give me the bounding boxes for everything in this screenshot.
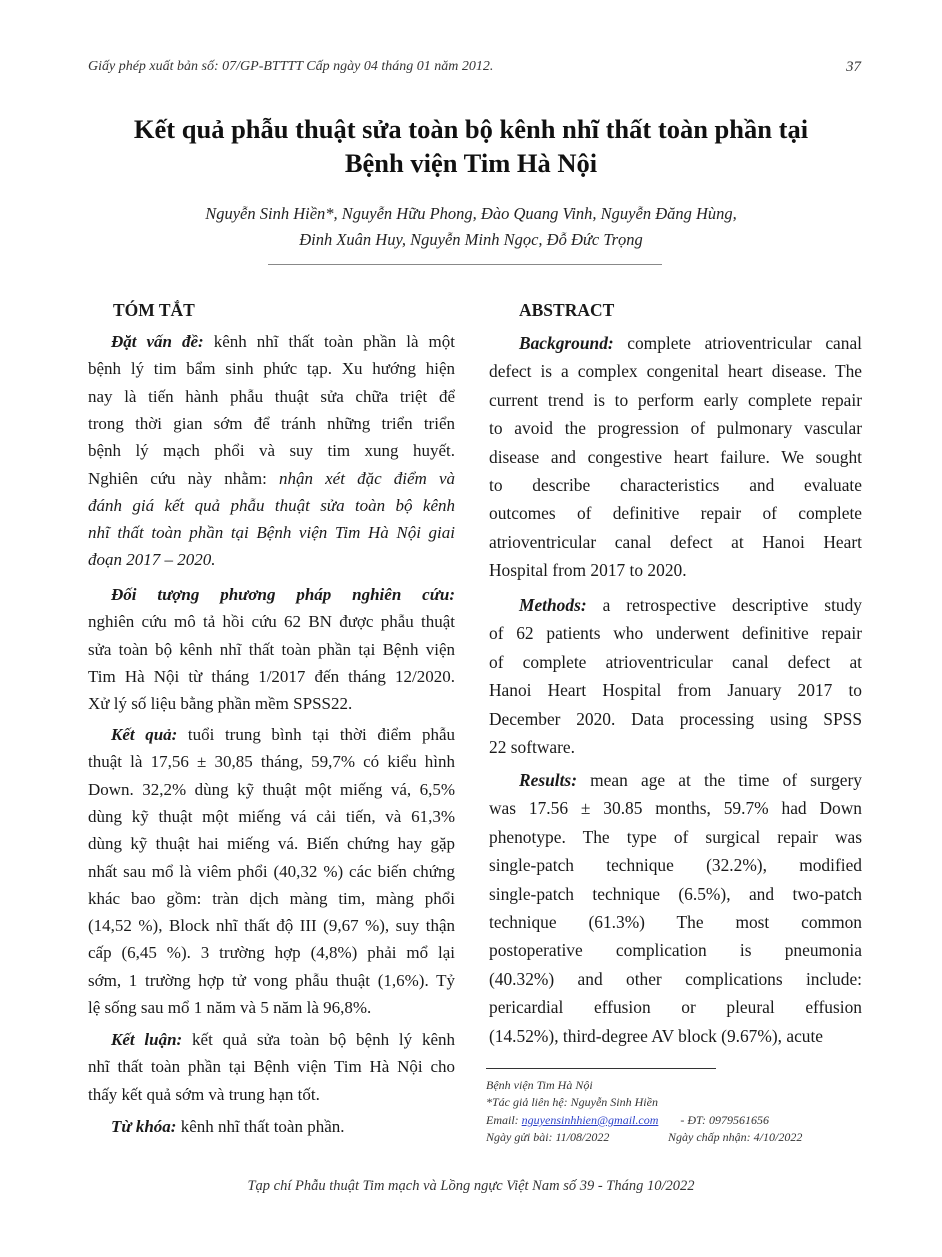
paragraph-line: [489, 389, 862, 411]
text-segment: tuổi trung bình tại thời điểm phẫu: [177, 725, 455, 744]
section-label: Từ khóa:: [111, 1117, 177, 1136]
paragraph-line: [489, 883, 862, 905]
paragraph-line: [88, 942, 455, 964]
paragraph-line: [88, 440, 455, 462]
text-segment: Xử lý số liệu bằng phần mềm SPSS22.: [88, 694, 353, 714]
text-segment: disease and congestive heart failure. We sought: [489, 446, 862, 467]
text-segment: cấp (6,45 %). 3 trường hợp (4,8%) phải mổ lại: [88, 943, 455, 963]
section-label: Kết luận:: [111, 1030, 183, 1049]
paragraph-line: [88, 1084, 455, 1106]
text-segment: defect is a complex congenital heart disease. The: [489, 361, 862, 382]
text-segment: pericardial effusion or pleural effusion: [489, 997, 862, 1018]
paragraph-line: [489, 1025, 862, 1047]
text-segment: a retrospective descriptive study: [586, 595, 862, 615]
paragraph-line: [489, 736, 862, 758]
text-segment: complete atrioventricular canal: [613, 333, 862, 353]
paragraph-line: [489, 417, 862, 439]
text-segment: nay là tiến hành phẫu thuật sửa chữa triệt để: [88, 386, 455, 406]
paragraph-line: [519, 769, 862, 791]
text-segment: mean age at the time of surgery: [576, 770, 862, 790]
journal-footer: Tạp chí Phẫu thuật Tim mạch và Lồng ngực Việt Nam số 39 - Tháng 10/2022: [247, 1178, 695, 1194]
paragraph-line: [88, 358, 455, 380]
paragraph-line: [489, 939, 862, 961]
text-segment: nhất sau mổ là viêm phổi (40,32 %) các biến chứng: [88, 861, 455, 881]
paragraph-line: [489, 679, 862, 701]
text-segment: nhĩ thất toàn phần tại Bệnh viện Tim Hà Nội giai: [88, 523, 455, 543]
text-segment: kênh nhĩ thất toàn phần.: [176, 1117, 345, 1136]
paragraph-line: [489, 559, 862, 581]
text-segment: dùng kỹ thuật một miếng vá cải tiến, và 61,3%: [88, 806, 455, 826]
section-label: Đối tượng phương pháp nghiên cứu:: [111, 585, 455, 604]
footnote-accepted: Ngày chấp nhận: 4/10/2022: [668, 1130, 803, 1144]
authors-line-2: Đinh Xuân Huy, Nguyễn Minh Ngọc, Đỗ Đức Trọng: [299, 230, 643, 249]
section-label: Methods:: [519, 595, 587, 615]
paragraph-line: [489, 826, 862, 848]
text-segment: thuật là 17,56 ± 30,85 tháng, 59,7% có kiểu hình: [88, 752, 455, 772]
article-title-line-1: Kết quả phẫu thuật sửa toàn bộ kênh nhĩ thất toàn phần tại: [133, 114, 809, 144]
paragraph-line: [489, 622, 862, 644]
paragraph-line: [489, 531, 862, 553]
paragraph-line: [88, 970, 455, 992]
paragraph-line: [88, 861, 455, 883]
email-link[interactable]: nguyensinhhien@gmail.com: [521, 1113, 659, 1127]
paragraph-line: [88, 888, 455, 910]
text-segment: (40.32%) and other complications include:: [489, 968, 862, 989]
paragraph-line: [489, 651, 862, 673]
text-segment: sửa toàn bộ kênh nhĩ thất toàn phần tại Bệnh viện: [88, 639, 455, 659]
text-segment: kết quả sửa toàn bộ bệnh lý kênh: [182, 1030, 455, 1049]
text-segment: khác bao gồm: tràn dịch màng tim, màng phổi: [88, 888, 455, 908]
footnote-corresponding: *Tác giả liên hệ: Nguyễn Sinh Hiền: [486, 1095, 658, 1109]
abstract-heading: ABSTRACT: [519, 300, 615, 320]
paragraph-line: [88, 386, 455, 408]
email-label: Email:: [486, 1113, 522, 1127]
paragraph-line: [489, 797, 862, 819]
text-segment: nhận xét đặc điểm và: [278, 468, 456, 488]
text-segment: (14,52 %), Block nhĩ thất độ III (9,67 %), suy thận: [88, 916, 455, 936]
paragraph-line: [88, 779, 455, 801]
text-segment: thấy kết quả sớm và trung hạn tốt.: [88, 1084, 320, 1104]
paragraph-line: [88, 549, 455, 571]
text-segment: postoperative complication is pneumonia: [489, 940, 862, 961]
text-segment: single-patch technique (6.5%), and two-patch: [489, 883, 862, 904]
text-segment: bệnh lý mạch phổi và suy tim xung huyết.: [88, 441, 455, 461]
paragraph-line: [519, 332, 862, 354]
text-segment: Hanoi Heart Hospital from January 2017 to: [489, 680, 862, 701]
text-segment: Hospital from 2017 to 2020.: [489, 560, 687, 581]
phone-text: - ĐT: 0979561656: [680, 1113, 770, 1127]
paragraph-line: [489, 911, 862, 933]
text-segment: bệnh lý tim bẩm sinh phức tạp. Xu hướng hiện: [88, 359, 455, 379]
paragraph-line: [88, 806, 455, 828]
paragraph-line: [489, 446, 862, 468]
footnote-affiliation: Bệnh viện Tim Hà Nội: [486, 1078, 593, 1092]
text-segment: trong thời gian sớm để tránh những triển triển: [88, 413, 455, 433]
paragraph-line: [88, 611, 455, 633]
paragraph-line: [111, 584, 455, 606]
paragraph-line: [88, 495, 455, 517]
paragraph-line: [489, 996, 862, 1018]
summary-heading: TÓM TẮT: [113, 300, 195, 320]
text-segment: to avoid the progression of pulmonary vascular: [489, 418, 862, 439]
text-segment: Nghiên cứu này nhằm:: [88, 468, 279, 488]
paragraph-line: [88, 666, 455, 688]
text-segment: (14.52%), third-degree AV block (9.67%), acute: [489, 1025, 824, 1046]
text-segment: phenotype. The type of surgical repair was: [489, 826, 862, 847]
article-title-line-2: Bệnh viện Tim Hà Nội: [344, 148, 598, 178]
paragraph-line: [88, 833, 455, 855]
text-segment: dùng kỹ thuật hai miếng vá. Biến chứng hay gặp: [88, 834, 455, 854]
footnote-divider: [486, 1068, 716, 1069]
paragraph-line: [88, 693, 455, 715]
paragraph-line: [489, 360, 862, 382]
paragraph-line: [489, 708, 862, 730]
text-segment: single-patch technique (32.2%), modified: [489, 855, 862, 876]
paragraph-line: [88, 639, 455, 661]
paragraph-line: [88, 915, 455, 937]
paragraph-line: [111, 1116, 455, 1138]
paragraph-line: [489, 854, 862, 876]
paragraph-line: [88, 751, 455, 773]
paragraph-line: [111, 1029, 455, 1051]
text-segment: was 17.56 ± 30.85 months, 59.7% had Down: [489, 798, 862, 819]
paragraph-line: [88, 522, 455, 544]
authors-line-1: Nguyễn Sinh Hiền*, Nguyễn Hữu Phong, Đào Quang Vinh, Nguyễn Đăng Hùng,: [205, 204, 737, 223]
text-segment: technique (61.3%) The most common: [489, 912, 862, 932]
text-segment: of complete atrioventricular canal defect at: [489, 651, 862, 672]
text-segment: Down. 32,2% dùng kỹ thuật một miếng vá, 6,5%: [88, 779, 455, 799]
paragraph-line: [88, 413, 455, 435]
paragraph-line: [489, 968, 862, 990]
text-segment: atrioventricular canal defect at Hanoi Heart: [489, 531, 862, 552]
text-segment: Tim Hà Nội từ tháng 1/2017 đến tháng 12/2020.: [88, 666, 455, 686]
text-segment: 22 software.: [489, 737, 575, 757]
section-label: Kết quả:: [111, 725, 178, 744]
text-segment: nghiên cứu mô tả hồi cứu 62 BN được phẫu thuật: [88, 612, 455, 632]
page-number: 37: [846, 59, 861, 75]
footnote-contact: [486, 1112, 769, 1128]
text-segment: đánh giá kết quả phẫu thuật sửa toàn bộ kênh: [88, 495, 455, 515]
text-segment: current trend is to perform early complete repair: [489, 389, 862, 410]
text-segment: of 62 patients who underwent definitive repair: [489, 623, 862, 644]
section-label: Results:: [519, 770, 577, 790]
section-label: Background:: [519, 333, 614, 353]
footnote-submitted: Ngày gửi bài: 11/08/2022: [486, 1130, 610, 1144]
paragraph-line: [519, 594, 862, 616]
text-segment: December 2020. Data processing using SPSS: [489, 708, 862, 729]
paragraph-line: [489, 474, 862, 496]
text-segment: lệ sống sau mổ 1 năm và 5 năm là 96,8%.: [88, 998, 372, 1017]
paragraph-line: [111, 724, 455, 746]
paragraph-line: [88, 997, 455, 1019]
paragraph-line: [88, 468, 455, 490]
paragraph-line: [489, 502, 862, 524]
text-segment: nhĩ thất toàn phần tại Bệnh viện Tim Hà Nội cho: [88, 1057, 455, 1077]
text-segment: đoạn 2017 – 2020.: [88, 550, 216, 570]
text-segment: outcomes of definitive repair of complete: [489, 503, 862, 524]
text-segment: to describe characteristics and evaluate: [489, 475, 862, 495]
section-label: Đặt vấn đề:: [111, 332, 204, 351]
text-segment: sớm, 1 trường hợp tử vong phẫu thuật (1,6%). Tỷ: [88, 970, 455, 990]
title-divider: [268, 264, 662, 265]
paragraph-line: [111, 331, 455, 353]
paragraph-line: [88, 1056, 455, 1078]
text-segment: kênh nhĩ thất toàn phần là một: [203, 332, 455, 351]
license-header: Giấy phép xuất bản số: 07/GP-BTTTT Cấp ngày 04 tháng 01 năm 2012.: [88, 59, 494, 74]
